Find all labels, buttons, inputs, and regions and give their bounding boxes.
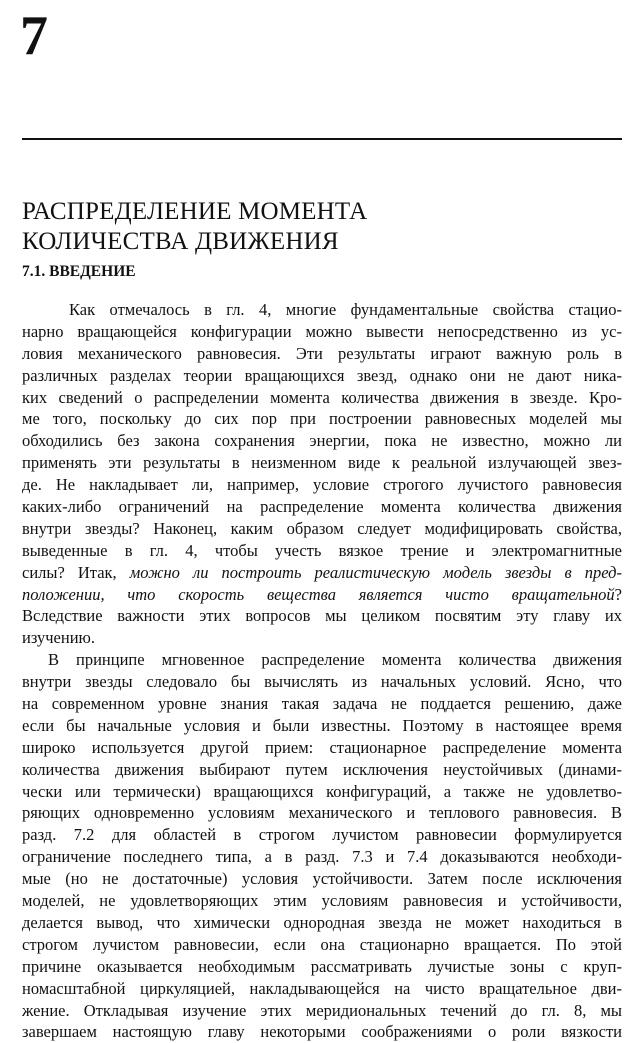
emphasized-text: положении, что скорость вещества является чисто вращательной [22, 584, 615, 604]
text-line: завершаем настоящую главу некоторыми соображениями о роли вязкости [22, 1022, 622, 1042]
body-text [22, 299, 622, 1043]
text-line: ловия механического равновесия. Эти результаты играют важную роль в [22, 343, 622, 363]
text-line: чески или термически) вращающихся конфигураций, а также не удовлетво- [22, 781, 622, 801]
text-line: широко используется другой прием: стационарное распределение момента [22, 737, 622, 757]
text-line: разд. 7.2 для областей в строгом лучистом равновесии формулируется [22, 825, 622, 845]
text-line [22, 584, 622, 606]
chapter-title-line-2: КОЛИЧЕСТВА ДВИЖЕНИЯ [22, 228, 339, 255]
text-line: внутри звезды следовало бы вычислять из начальных условий. Ясно, что [22, 672, 622, 692]
chapter-title [22, 197, 622, 257]
text-line: строгом лучистом равновесии, если она стационарно вращается. По этой [22, 934, 622, 954]
text-line: выведенные в гл. 4, чтобы учесть вязкое трение и электромагнитные [22, 540, 622, 560]
text-line: внутри звезды? Наконец, каким образом следует модифицировать свойства, [22, 518, 622, 538]
text-line: если бы начальные условия и были известны. Поэтому в настоящее время [22, 715, 622, 735]
text-line: мые (но не достаточные) условия устойчивости. Затем после исключения [22, 869, 622, 889]
emphasized-text: можно ли построить реалистическую модель звезды в пред- [129, 562, 622, 582]
text-line: ме того, поскольку до сих пор при построении равновесных моделей мы [22, 409, 622, 429]
horizontal-rule [22, 138, 622, 140]
text-line: де. Не накладывает ли, например, условие строгого лучистого равновесия [22, 475, 622, 495]
paragraph-1 [22, 299, 622, 649]
text-line: причине оказывается необходимым рассматривать лучистые зоны с круп- [22, 956, 622, 976]
text-line: Вследствие важности этих вопросов мы целиком посвятим эту главу их [22, 606, 622, 626]
text-line: применять эти результаты в неизменном виде к реальной излучающей звез- [22, 453, 622, 473]
text-line: моделей, не удовлетворяющих этим условиям равновесия и устойчивости, [22, 891, 622, 911]
text-line: изучению. [22, 628, 95, 648]
text-line: различных разделах теории вращающихся звезд, однако они не дают ника- [22, 365, 622, 385]
text-line: нарно вращающейся конфигурации можно вывести непосредственно из ус- [22, 321, 622, 341]
text-line: количества движения выбирают путем исключения неустойчивых (динами- [22, 759, 622, 779]
text-line: жение. Откладывая изучение этих меридиональных течений до гл. 8, мы [22, 1000, 622, 1020]
chapter-number: 7 [20, 5, 48, 67]
plain-text: ? [614, 584, 622, 604]
plain-text: силы? Итак, [22, 562, 130, 582]
section-heading: 7.1. ВВЕДЕНИЕ [22, 263, 136, 280]
text-line [22, 562, 622, 584]
text-line: Как отмечалось в гл. 4, многие фундаментальные свойства стацио- [69, 300, 622, 319]
text-line: на современном уровне знания такая задача не поддается решению, даже [22, 694, 622, 714]
text-line: номасштабной циркуляцией, накладывающейся на чисто вращательное дви- [22, 978, 622, 998]
text-line: В принципе мгновенное распределение момента количества движения [48, 650, 622, 670]
paragraph-2 [22, 649, 622, 1043]
text-line: делается вывод, что химически однородная звезда не может находиться в [22, 912, 622, 932]
text-line: ряющих одновременно условиям механического и теплового равновесия. В [22, 803, 622, 823]
text-line: ограничение последнего типа, а в разд. 7.3 и 7.4 доказываются необходи- [22, 847, 622, 867]
text-line: ких сведений о распределении момента количества движения в звезде. Кро- [22, 387, 622, 407]
text-line: обходились без закона сохранения энергии, пока не известно, можно ли [22, 431, 622, 451]
text-line: каких-либо ограничений на распределение момента количества движения [22, 497, 622, 517]
chapter-title-line-1: РАСПРЕДЕЛЕНИЕ МОМЕНТА [22, 198, 368, 225]
